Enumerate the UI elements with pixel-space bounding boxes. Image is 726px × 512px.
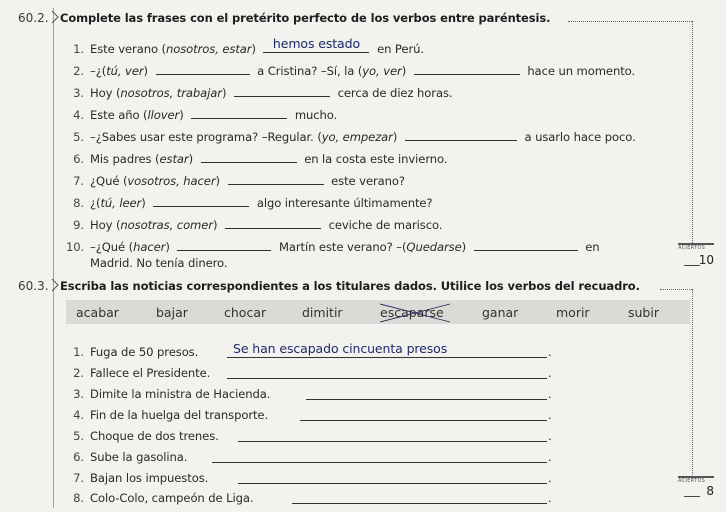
dotted-guide-vertical [692,289,693,479]
answer-line[interactable] [292,491,547,504]
answer-line[interactable] [238,471,547,484]
exercise-number-60-3: 60.3. [18,279,49,293]
answer-blank[interactable] [234,84,330,97]
verb-box [66,300,690,324]
verb-word: chocar [224,304,267,320]
answer-line[interactable] [306,387,547,400]
score-box-60-3 [678,476,718,508]
verb-word: ganar [482,304,519,320]
answer-blank[interactable] [225,216,321,229]
headline-1: 1. Fuga de 50 presos. Se han escapado cincuenta presos . [73,341,552,359]
sentence-6: 6. Mis padres (estar) en la costa este invierno. [73,152,448,166]
verb-word-crossed: escaparse [380,305,444,320]
sentence-1: 1. Este verano (nosotros, estar) hemos estado en Perú. [73,36,424,56]
verb-word: acabar [76,304,119,320]
answer-line[interactable] [212,450,547,463]
answer-blank[interactable] [263,36,369,53]
score-entry-line[interactable] [684,496,700,497]
exercise-number-60-2: 60.2. [18,11,49,25]
sentence-3: 3. Hoy (nosotros, trabajar) cerca de diez horas. [73,86,453,100]
answer-line[interactable] [300,408,547,421]
sentence-10-continuation: Madrid. No tenía dinero. [90,256,228,270]
chevron-right-icon [51,278,60,292]
sentence-8: 8. ¿(tú, leer) algo interesante últimamente? [73,196,433,210]
verb-word: dimitir [302,304,343,320]
dotted-leader [660,289,692,290]
dotted-leader [568,21,692,22]
headline-3: 3. Dimite la ministra de Hacienda. . [73,387,552,401]
verb-word: subir [628,304,659,320]
answer-line[interactable] [238,429,547,442]
answer-blank[interactable] [414,62,520,75]
handwritten-answer: Se han escapado cincuenta presos [233,341,448,356]
headline-7: 7. Bajan los impuestos. . [73,471,552,485]
headline-8: 8. Colo-Colo, campeón de Liga. . [73,491,552,505]
sentence-5: 5. –¿Sabes usar este programa? –Regular. (yo, empezar) a usarlo hace poco. [73,130,636,144]
dotted-guide-vertical [692,21,693,243]
headline-5: 5. Choque de dos trenes. . [73,429,552,443]
score-label: ACIERTOS [678,245,706,251]
verb-word: morir [556,304,590,320]
answer-blank[interactable] [474,238,578,251]
handwritten-answer: hemos estado [272,36,360,51]
sentence-10: 10. –¿Qué (hacer) Martín este verano? –(Quedarse) en [66,240,600,254]
sentence-2: 2. –¿(tú, ver) a Cristina? –Sí, la (yo, ver) hace un momento. [73,64,636,78]
chevron-right-icon [51,10,60,24]
verb-word: bajar [156,304,188,320]
headline-2: 2. Fallece el Presidente. . [73,366,552,380]
answer-blank[interactable] [228,172,324,185]
answer-line[interactable] [227,366,547,379]
left-margin-rule [53,8,54,508]
answer-blank[interactable] [156,62,250,75]
exercise-title-60-3: Escriba las noticias correspondientes a los titulares dados. Utilice los verbos del recuadro. [60,279,640,293]
sentence-7: 7. ¿Qué (vosotros, hacer) este verano? [73,174,405,188]
headline-6: 6. Sube la gasolina. . [73,450,552,464]
sentence-4: 4. Este año (llover) mucho. [73,108,338,122]
score-total: 10 [698,253,714,267]
cross-out-mark-icon [378,302,452,324]
answer-blank[interactable] [153,194,249,207]
exercise-title-60-2: Complete las frases con el pretérito perfecto de los verbos entre paréntesis. [60,11,551,25]
answer-blank[interactable] [201,150,297,163]
answer-blank[interactable] [177,238,271,251]
headline-4: 4. Fin de la huelga del transporte. . [73,408,552,422]
score-label: ACIERTOS [678,478,706,484]
score-entry-line[interactable] [684,265,700,266]
score-box-60-2 [678,243,718,275]
answer-blank[interactable] [191,106,287,119]
sentence-9: 9. Hoy (nosotras, comer) ceviche de marisco. [73,218,443,232]
answer-blank[interactable] [405,128,517,141]
score-total: 8 [706,484,714,498]
